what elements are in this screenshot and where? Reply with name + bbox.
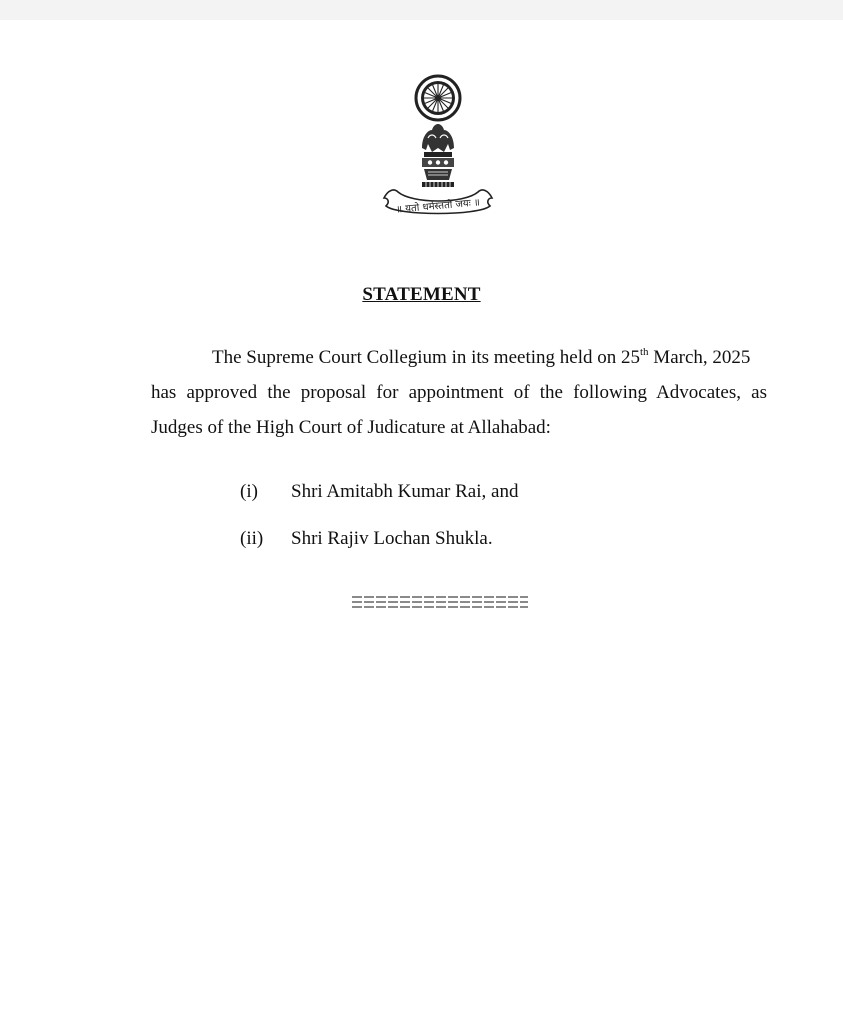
- paragraph-line-2: has approved the proposal for appointment of the following Advocates, as: [151, 382, 767, 403]
- paragraph-line-1-start: The Supreme Court Collegium in its meeting held on 25: [212, 347, 640, 368]
- end-separator: [352, 596, 528, 611]
- ordinal-suffix: th: [639, 345, 649, 358]
- paragraph-line-1-end: March, 2025: [648, 347, 751, 368]
- top-bar: [0, 0, 843, 20]
- list-item-number: (ii): [240, 528, 264, 549]
- page-title: STATEMENT: [362, 284, 481, 305]
- emblem-motto: ॥ यतो धर्मस्ततो जयः ॥: [395, 197, 481, 216]
- list-item-number: (i): [240, 481, 258, 502]
- paragraph-line-1: [212, 347, 750, 369]
- paragraph-line-3: Judges of the High Court of Judicature at Allahabad:: [151, 417, 551, 438]
- supreme-court-emblem-icon: [378, 72, 496, 224]
- list-item-text: Shri Rajiv Lochan Shukla.: [291, 528, 493, 549]
- list-item-text: Shri Amitabh Kumar Rai, and: [291, 481, 519, 502]
